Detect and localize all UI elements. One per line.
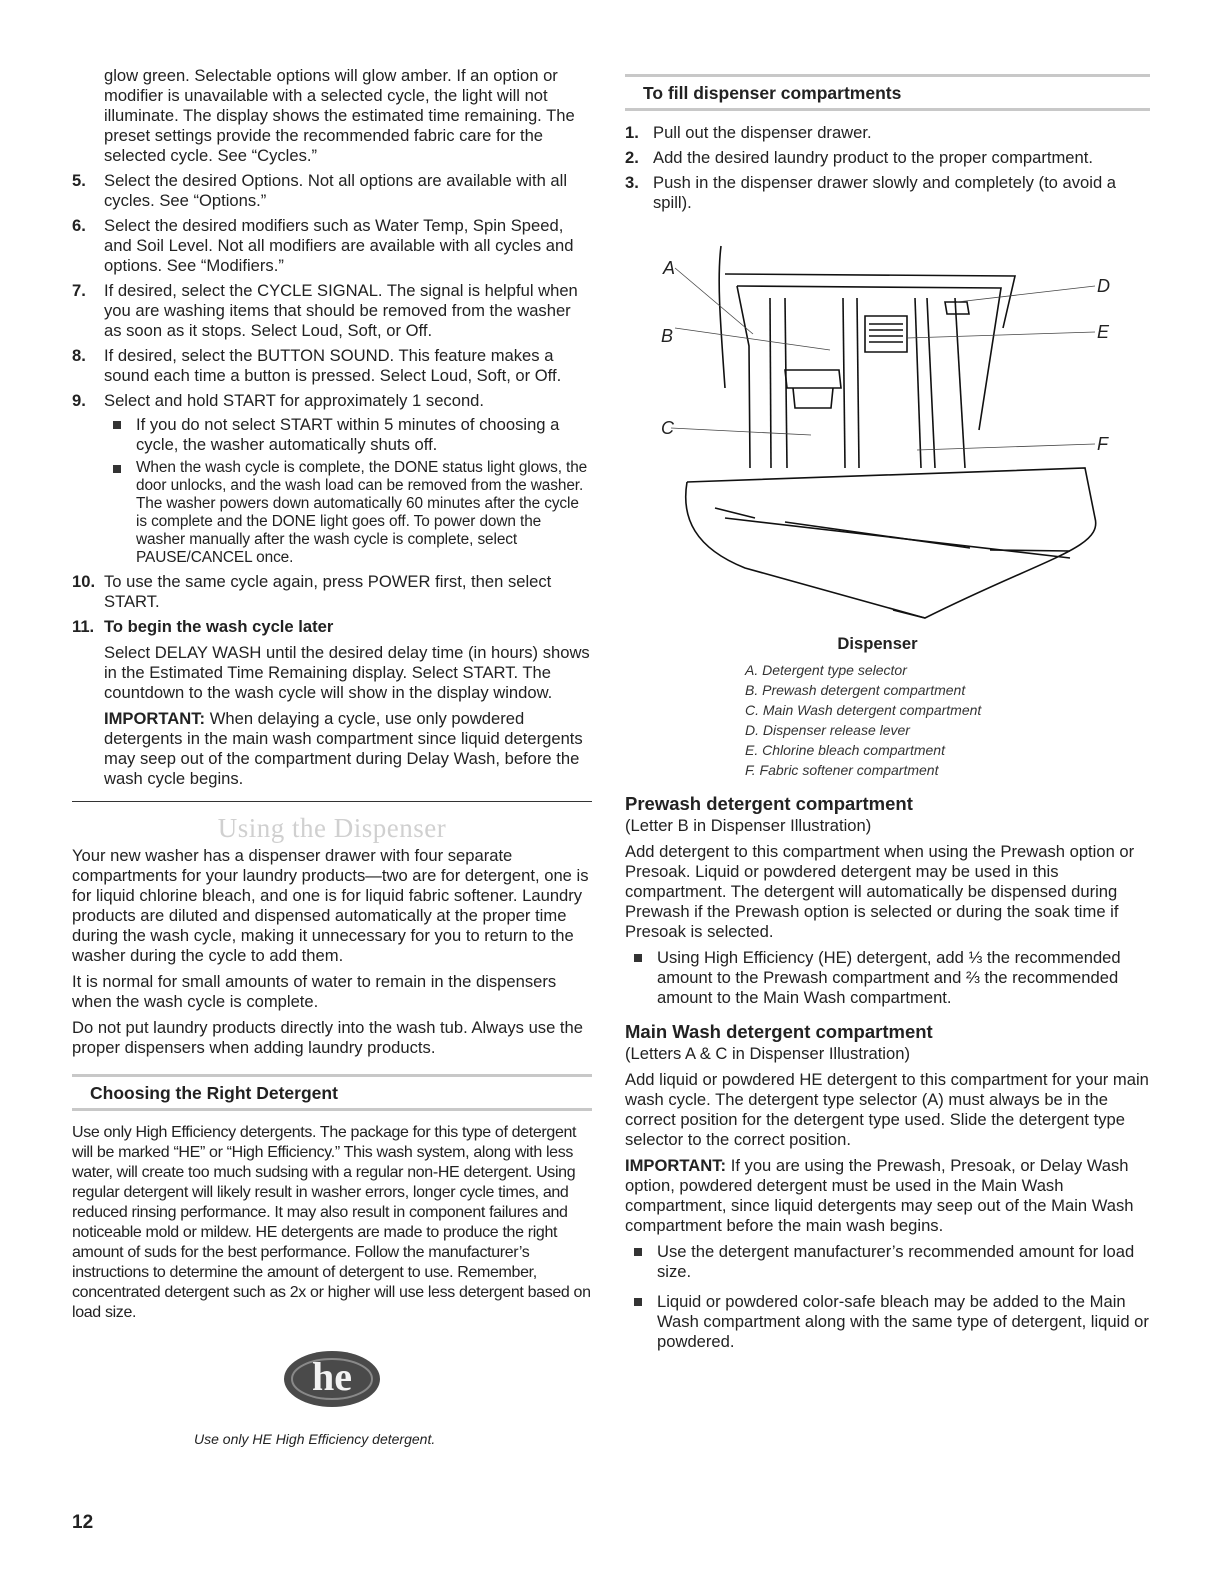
detergent-paragraph: Use only High Efficiency detergents. The package for this type of detergent will be marked “HE” or “High Efficiency.” This wash system, along with less water, will create too much sudsing with a regular non-HE detergent. Using regular detergent will likely result in washer errors, longer cycle times, and reduced rinsing performance. It may also result in component failures and noticeable mold or mildew. HE detergents are made to produce the right amount of suds for the best performance. Follow the manufacturer’s instructions to determine the amount of detergent to use. Remember, concentrated detergent such as 2x or higher will use less detergent based on load size. bbox=[72, 1124, 591, 1321]
label-e: E bbox=[1097, 322, 1110, 342]
step-number: 1. bbox=[625, 123, 639, 142]
main-wash-bullet: Liquid or powdered color-safe bleach may be added to the Main Wash compartment along with the same type of detergent, liquid or powdered. bbox=[625, 1292, 1150, 1352]
step-number: 3. bbox=[625, 173, 639, 192]
step-number: 10. bbox=[72, 572, 96, 591]
page-number: 12 bbox=[72, 1512, 94, 1533]
fill-step bbox=[625, 148, 1150, 168]
step-11 bbox=[72, 617, 592, 789]
section-title: Using the Dispenser bbox=[217, 813, 447, 843]
bullet-item: When the wash cycle is complete, the DONE status light glows, the door unlocks, and the wash load can be removed from the washer. The washer powers down automatically 60 minutes after the cycle is complete and the DONE light goes off. To power down the washer manually after the wash cycle is complete, select PAUSE/CANCEL once. bbox=[104, 459, 592, 567]
prewash-heading: Prewash detergent compartment bbox=[625, 793, 913, 814]
legend-item: E. Chlorine bleach compartment bbox=[745, 742, 945, 758]
fill-heading: To fill dispenser compartments bbox=[625, 74, 1150, 111]
legend-item: D. Dispenser release lever bbox=[745, 722, 910, 738]
label-b: B bbox=[661, 326, 674, 346]
step-number: 6. bbox=[72, 216, 86, 235]
main-wash-heading: Main Wash detergent compartment bbox=[625, 1021, 933, 1042]
logo-caption: Use only HE High Efficiency detergent. bbox=[194, 1431, 436, 1447]
paragraph: Do not put laundry products directly into the wash tub. Always use the proper dispensers when adding laundry products. bbox=[72, 1018, 584, 1057]
step-6 bbox=[72, 216, 592, 276]
paragraph: Your new washer has a dispenser drawer with four separate compartments for your laundry products—two are for detergent, one is for liquid chlorine bleach, and one is for liquid fabric softener. Laundry products are diluted and dispensed automatically at the proper time during the wash cycle, making it unnecessary for you to return to the washer during the cycle to add them. bbox=[72, 846, 589, 965]
step-text: Select DELAY WASH until the desired delay time (in hours) shows in the Estimated Time Remaining display. Select START. The countdown to the wash cycle will show in the display window. bbox=[104, 643, 590, 702]
legend-item: B. Prewash detergent compartment bbox=[745, 682, 966, 698]
step-text: Select and hold START for approximately 1 second. bbox=[104, 391, 485, 410]
step-text: Pull out the dispenser drawer. bbox=[653, 123, 872, 142]
label-d: D bbox=[1097, 276, 1110, 296]
label-a: A bbox=[663, 258, 676, 278]
bullet-item: If you do not select START within 5 minutes of choosing a cycle, the washer automatically shuts off. bbox=[104, 415, 592, 455]
label-f: F bbox=[1097, 434, 1108, 454]
paragraph: It is normal for small amounts of water to remain in the dispensers when the wash cycle is complete. bbox=[72, 972, 557, 1011]
step-number: 9. bbox=[72, 391, 86, 410]
step-number: 7. bbox=[72, 281, 86, 300]
step-8 bbox=[72, 346, 592, 386]
label-c: C bbox=[661, 418, 674, 438]
step-text: Add the desired laundry product to the proper compartment. bbox=[653, 148, 1093, 167]
step-text: Select the desired Options. Not all options are available with all cycles. See “Options.” bbox=[104, 171, 568, 210]
step-number: 11. bbox=[72, 617, 95, 636]
step-text: Push in the dispenser drawer slowly and completely (to avoid a spill). bbox=[653, 173, 1117, 212]
important-label: IMPORTANT: bbox=[104, 709, 206, 728]
he-logo-text: he bbox=[312, 1354, 352, 1399]
prewash-paragraph: Add detergent to this compartment when using the Prewash option or Presoak. Liquid or powdered detergent may be used in this compartment. The detergent will automatically be dispensed during Prewash if the Prewash option is selected or during the soak time if Presoak is selected. bbox=[625, 842, 1135, 941]
important-text: When delaying a cycle, use only powdered detergents in the main wash compartment since liquid detergents may seep out of the compartment during Delay Wash, before the wash cycle begins. bbox=[104, 709, 583, 788]
step-number: 8. bbox=[72, 346, 86, 365]
step-number: 2. bbox=[625, 148, 639, 167]
step-text: If desired, select the CYCLE SIGNAL. The signal is helpful when you are washing items that should be removed from the washer as soon as it stops. Select Loud, Soft, or Off. bbox=[104, 281, 578, 340]
main-wash-important bbox=[625, 1156, 1150, 1236]
figure-title: Dispenser bbox=[837, 634, 918, 653]
main-wash-reference: (Letters A & C in Dispenser Illustration) bbox=[625, 1044, 910, 1063]
he-logo bbox=[282, 1349, 382, 1409]
detergent-heading: Choosing the Right Detergent bbox=[72, 1074, 592, 1111]
step-10 bbox=[72, 572, 592, 612]
step-7 bbox=[72, 281, 592, 341]
legend-item: A. Detergent type selector bbox=[745, 662, 907, 678]
step-9 bbox=[72, 391, 592, 567]
prewash-reference: (Letter B in Dispenser Illustration) bbox=[625, 816, 872, 835]
step-text: Select the desired modifiers such as Water Temp, Spin Speed, and Soil Level. Not all modifiers are available with all cycles and options. See “Modifiers.” bbox=[104, 216, 574, 275]
right-column bbox=[625, 0, 1150, 1356]
dispenser-illustration bbox=[625, 218, 1150, 626]
fill-step bbox=[625, 123, 1150, 143]
continued-paragraph: glow green. Selectable options will glow amber. If an option or modifier is unavailable with a selected cycle, the light will not illuminate. The display shows the estimated time remaining. The preset settings provide the recommended fabric care for the selected cycle. See “Cycles.” bbox=[104, 66, 575, 165]
prewash-bullet: Using High Efficiency (HE) detergent, add ⅓ the recommended amount to the Prewash compartment and ⅔ the recommended amount to the Main Wash compartment. bbox=[625, 948, 1150, 1008]
main-wash-bullet: Use the detergent manufacturer’s recommended amount for load size. bbox=[625, 1242, 1150, 1282]
important-note bbox=[104, 709, 592, 789]
figure-legend bbox=[745, 660, 1150, 780]
left-column bbox=[72, 0, 592, 1449]
main-wash-paragraph: Add liquid or powdered HE detergent to this compartment for your main wash cycle. The detergent type selector (A) must always be in the correct position for the detergent type used. Slide the detergent type selector to the correct position. bbox=[625, 1070, 1149, 1149]
step-5 bbox=[72, 171, 592, 211]
step-title: To begin the wash cycle later bbox=[104, 617, 334, 636]
important-label: IMPORTANT: bbox=[625, 1156, 727, 1175]
important-text: If you are using the Prewash, Presoak, or Delay Wash option, powdered detergent must be used in the Main Wash compartment, since liquid detergents may seep out of the Main Wash compartment before the main wash begins. bbox=[625, 1156, 1134, 1235]
fill-step bbox=[625, 173, 1150, 213]
step-text: If desired, select the BUTTON SOUND. This feature makes a sound each time a button is pressed. Select Loud, Soft, or Off. bbox=[104, 346, 562, 385]
legend-item: F. Fabric softener compartment bbox=[745, 762, 939, 778]
dispenser-drawing bbox=[625, 218, 1150, 626]
legend-item: C. Main Wash detergent compartment bbox=[745, 702, 982, 718]
section-divider bbox=[72, 801, 592, 802]
step-number: 5. bbox=[72, 171, 86, 190]
step-text: To use the same cycle again, press POWER first, then select START. bbox=[104, 572, 552, 611]
